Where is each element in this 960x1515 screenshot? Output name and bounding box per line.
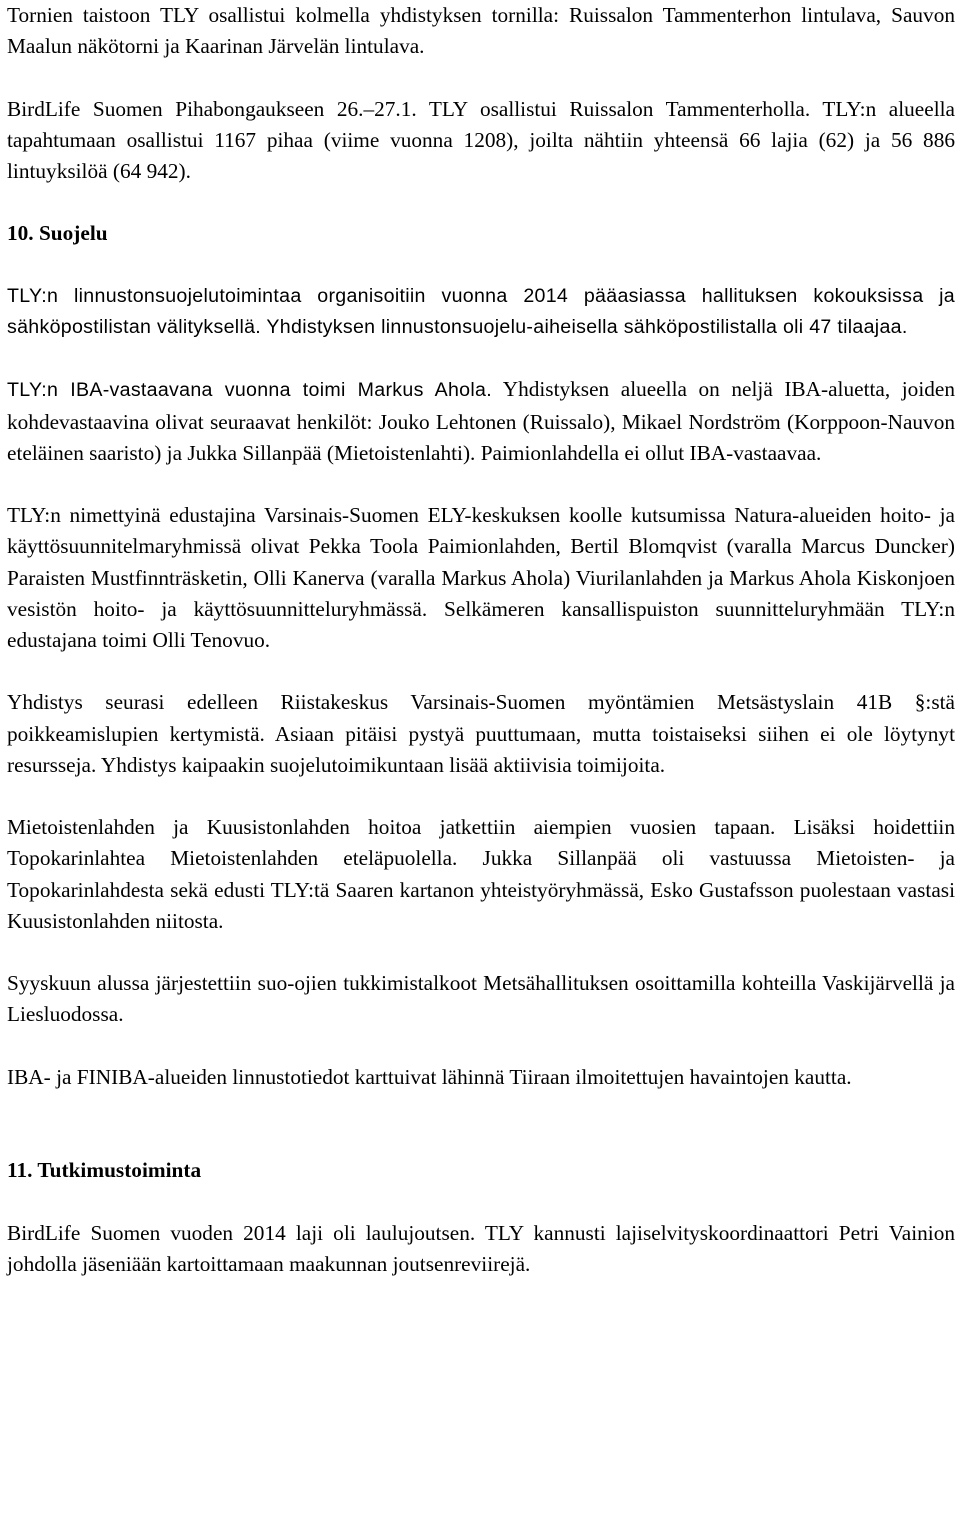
section-10-paragraph-1: TLY:n linnustonsuojelutoimintaa organisoitiin vuonna 2014 pääasiassa hallituksen kokouksissa ja sähköpostilistan välityksellä. Yhdistyksen linnustonsuojelu-aiheisella sähköpostilistalla oli 47 tilaajaa. <box>7 284 955 338</box>
document-page <box>7 0 955 1280</box>
iba-areas-sentence: Yhdistyksen alueella on neljä IBA-aluetta, joiden kohdevastaavina olivat seuraavat henkilöt: Jouko Lehtonen (Ruissalo), Mikael Nordström (Korppoon-Nauvon eteläinen saaristo) ja Jukka Sillanpää (Mietoistenlahti). Paimionlahdella ei ollut IBA-vastaavaa. <box>7 377 955 465</box>
paragraph-birdlife-pihabongaus: BirdLife Suomen Pihabongaukseen 26.–27.1. TLY osallistui Ruissalon Tammenterholla. TLY:n alueella tapahtumaan osallistui 1167 pihaa (viime vuonna 1208), joilta nähtiin yhteensä 66 lajia (62) ja 56 886 lintuyksilöä (64 942). <box>7 96 955 183</box>
section-10-paragraph-6: Syyskuun alussa järjestettiin suo-ojien tukkimistalkoot Metsähallituksen osoittamilla kohteilla Vaskijärvellä ja Liesluodossa. <box>7 971 955 1027</box>
section-11-paragraph-1: BirdLife Suomen vuoden 2014 laji oli laulujoutsen. TLY kannusti lajiselvityskoordinaattori Petri Vainion johdolla jäseniään kartoittamaan maakunnan joutsenreviirejä. <box>7 1220 955 1276</box>
section-10-paragraph-3: TLY:n nimettyinä edustajina Varsinais-Suomen ELY-keskuksen koolle kutsumissa Natura-alueiden hoito- ja käyttösuunnitelmaryhmissä olivat Pekka Toola Paimionlahden, Bertil Blomqvist (varalla Marcus Duncker) Paraisten Mustfinnträsketin, Olli Kanerva (varalla Markus Ahola) Viurilanlahden ja Markus Ahola Kiskonjoen vesistön hoito- ja käyttösuunnitteluryhmässä. Selkämeren kansallispuiston suunnitteluryhmään TLY:n edustajana toimi Olli Tenovuo. <box>7 503 955 652</box>
section-11-heading: 11. Tutkimustoiminta <box>7 1158 202 1183</box>
section-10-heading: 10. Suojelu <box>7 221 108 246</box>
section-10-paragraph-2 <box>7 374 955 469</box>
section-10-paragraph-7: IBA- ja FINIBA-alueiden linnustotiedot karttuivat lähinnä Tiiraan ilmoitettujen havaintojen kautta. <box>7 1064 852 1089</box>
section-10-paragraph-5: Mietoistenlahden ja Kuusistonlahden hoitoa jatkettiin aiempien vuosien tapaan. Lisäksi hoidettiin Topokarinlahtea Mietoistenlahden eteläpuolella. Jukka Sillanpää oli vastuussa Mietoisten- ja Topokarinlahdesta sekä edusti TLY:tä Saaren kartanon yhteistyöryhmässä, Esko Gustafsson puolestaan vastasi Kuusistonlahden niitosta. <box>7 815 955 933</box>
paragraph-intro: Tornien taistoon TLY osallistui kolmella yhdistyksen tornilla: Ruissalon Tammenterhon lintulava, Sauvon Maalun näkötorni ja Kaarinan Järvelän lintulava. <box>7 3 955 59</box>
section-10-paragraph-4: Yhdistys seurasi edelleen Riistakeskus Varsinais-Suomen myöntämien Metsästyslain 41B §:stä poikkeamislupien kertymistä. Asiaan pitäisi pystyä puuttumaan, mutta toistaiseksi siihen ei ole löytynyt resursseja. Yhdistys kaipaakin suojelutoimikuntaan lisää aktiivisia toimijoita. <box>7 690 955 777</box>
iba-vastaava-sentence: TLY:n IBA-vastaavana vuonna toimi Markus Ahola. <box>7 379 492 402</box>
